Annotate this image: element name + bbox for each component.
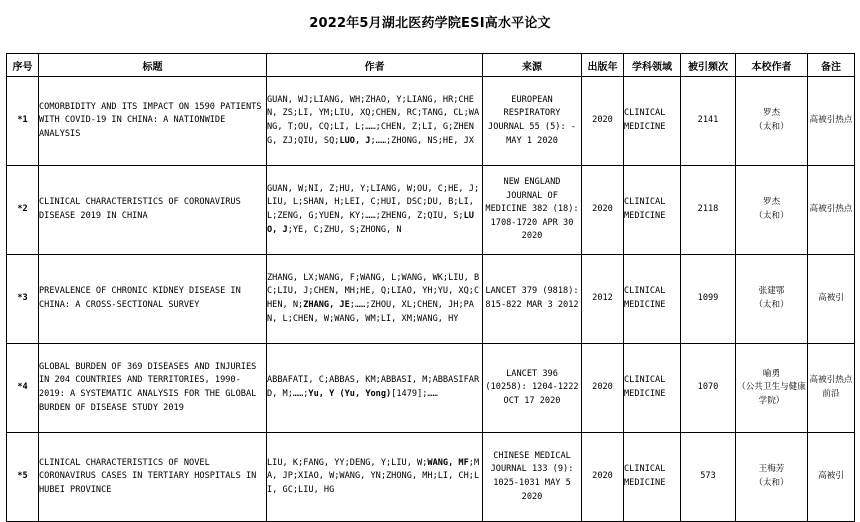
paper-title: CLINICAL CHARACTERISTICS OF NOVEL CORONAVIRUS CASES IN TERTIARY HOSPITALS IN HUBEI PROVINCE [39,433,267,522]
authors-text: ;MA, JP;XIAO, W;WANG, YN;ZHONG, MH;LI, CH;LI, GC;LIU, HG [267,457,480,495]
paper-title: COMORBIDITY AND ITS IMPACT ON 1590 PATIENTS WITH COVID-19 IN CHINA: A NATIONWIDE ANALYSIS [39,77,267,166]
table-row [7,344,855,433]
paper-authors [267,166,483,255]
header-source: 来源 [483,54,582,77]
row-number: *3 [7,255,39,344]
row-number: *4 [7,344,39,433]
header-row [7,54,855,77]
subject-field: CLINICAL MEDICINE [624,344,681,433]
paper-source: CHINESE MEDICAL JOURNAL 133 (9): 1025-1031 MAY 5 2020 [483,433,582,522]
publication-year: 2020 [582,166,624,255]
citation-count: 2118 [681,166,736,255]
row-number: *2 [7,166,39,255]
paper-source: LANCET 379 (9818): 815-822 MAR 3 2012 [483,255,582,344]
header-school-author: 本校作者 [736,54,808,77]
row-number: *1 [7,77,39,166]
header-field: 学科领域 [624,54,681,77]
publication-year: 2020 [582,433,624,522]
table-header [7,54,855,77]
school-author-highlight: Yu, Y (Yu, Yong) [308,389,392,399]
header-year: 出版年 [582,54,624,77]
header-note: 备注 [808,54,855,77]
school-author-name: 王梅芳 [758,464,785,475]
subject-field: CLINICAL MEDICINE [624,255,681,344]
citation-count: 2141 [681,77,736,166]
school-author-unit: （太和） [754,211,789,221]
school-author-unit: （太和） [754,300,789,310]
school-author-highlight: LUO, J [267,211,474,235]
school-author [736,77,808,166]
paper-authors [267,433,483,522]
school-author [736,344,808,433]
school-author [736,166,808,255]
school-author [736,433,808,522]
header-no: 序号 [7,54,39,77]
authors-text: GUAN, WJ;LIANG, WH;ZHAO, Y;LIANG, HR;CHEN, ZS;LI, YM;LIU, XQ;CHEN, RC;TANG, CL;WANG, T;OU, CQ;LI, L;……;CHEN, Z;LI, G;ZHENG, ZJ;QIU, SQ; [267,94,480,146]
header-title: 标题 [39,54,267,77]
paper-title: GLOBAL BURDEN OF 369 DISEASES AND INJURIES IN 204 COUNTRIES AND TERRITORIES, 1990-2019: A SYSTEMATIC ANALYSIS FOR THE GLOBAL BURDEN OF DISEASE STUDY 2019 [39,344,267,433]
table-body [7,77,855,522]
authors-text: LIU, K;FANG, YY;DENG, Y;LIU, W; [267,457,428,468]
authors-text: ;YE, C;ZHU, S;ZHONG, N [287,224,402,235]
citation-count: 1099 [681,255,736,344]
paper-source: EUROPEAN RESPIRATORY JOURNAL 55 (5): - MAY 1 2020 [483,77,582,166]
publication-year: 2012 [582,255,624,344]
paper-title: PREVALENCE OF CHRONIC KIDNEY DISEASE IN CHINA: A CROSS-SECTIONAL SURVEY [39,255,267,344]
school-author-unit: （太和） [754,478,789,488]
header-authors: 作者 [267,54,483,77]
note: 高被引 [808,255,855,344]
paper-source: NEW ENGLAND JOURNAL OF MEDICINE 382 (18): 1708-1720 APR 30 2020 [483,166,582,255]
school-author-highlight: ZHANG, JE [303,300,350,310]
school-author-name: 张建鄂 [758,286,785,297]
papers-table [6,53,855,522]
row-number: *5 [7,433,39,522]
school-author-name: 罗杰 [762,108,781,119]
note: 高被引热点前沿 [808,344,855,433]
paper-source: LANCET 396 (10258): 1204-1222 OCT 17 2020 [483,344,582,433]
school-author-unit: （公共卫生与健康学院） [737,382,806,406]
document-title: 2022年5月湖北医药学院ESI高水平论文 [309,16,551,31]
paper-authors [267,255,483,344]
paper-title: CLINICAL CHARACTERISTICS OF CORONAVIRUS DISEASE 2019 IN CHINA [39,166,267,255]
authors-text: GUAN, W;NI, Z;HU, Y;LIANG, W;OU, C;HE, J;LIU, L;SHAN, H;LEI, C;HUI, DSC;DU, B;LI, L;ZENG, G;YUEN, KY;……;ZHENG, Z;QIU, S; [267,183,480,221]
note: 高被引热点 [808,166,855,255]
school-author-unit: （太和） [754,122,789,132]
header-citations: 被引频次 [681,54,736,77]
citation-count: 573 [681,433,736,522]
table-row [7,255,855,344]
paper-authors [267,77,483,166]
authors-text: ZHANG, LX;WANG, F;WANG, L;WANG, WK;LIU, BC;LIU, J;CHEN, MH;HE, Q;LIAO, YH;YU, XQ;CHEN, N; [267,272,480,310]
subject-field: CLINICAL MEDICINE [624,166,681,255]
publication-year: 2020 [582,344,624,433]
authors-text: ;……;ZHOU, XL;CHEN, JH;PAN, L;CHEN, W;WANG, WM;LI, XM;WANG, HY [267,300,474,324]
authors-text: ABBAFATI, C;ABBAS, KM;ABBASI, M;ABBASIFARD, M;……; [267,375,480,399]
subject-field: CLINICAL MEDICINE [624,77,681,166]
table-row [7,166,855,255]
school-author-name: 喻勇 [762,368,781,379]
publication-year: 2020 [582,77,624,166]
citation-count: 1070 [681,344,736,433]
note: 高被引热点 [808,77,855,166]
school-author [736,255,808,344]
table-row [7,433,855,522]
school-author-name: 罗杰 [762,197,781,208]
paper-authors [267,344,483,433]
authors-text: [1479];…… [391,389,438,399]
subject-field: CLINICAL MEDICINE [624,433,681,522]
school-author-highlight: LUO, J [339,135,371,146]
table-row [7,77,855,166]
note: 高被引 [808,433,855,522]
school-author-highlight: WANG, MF [427,457,469,468]
authors-text: ;……;ZHONG, NS;HE, JX [370,135,474,146]
